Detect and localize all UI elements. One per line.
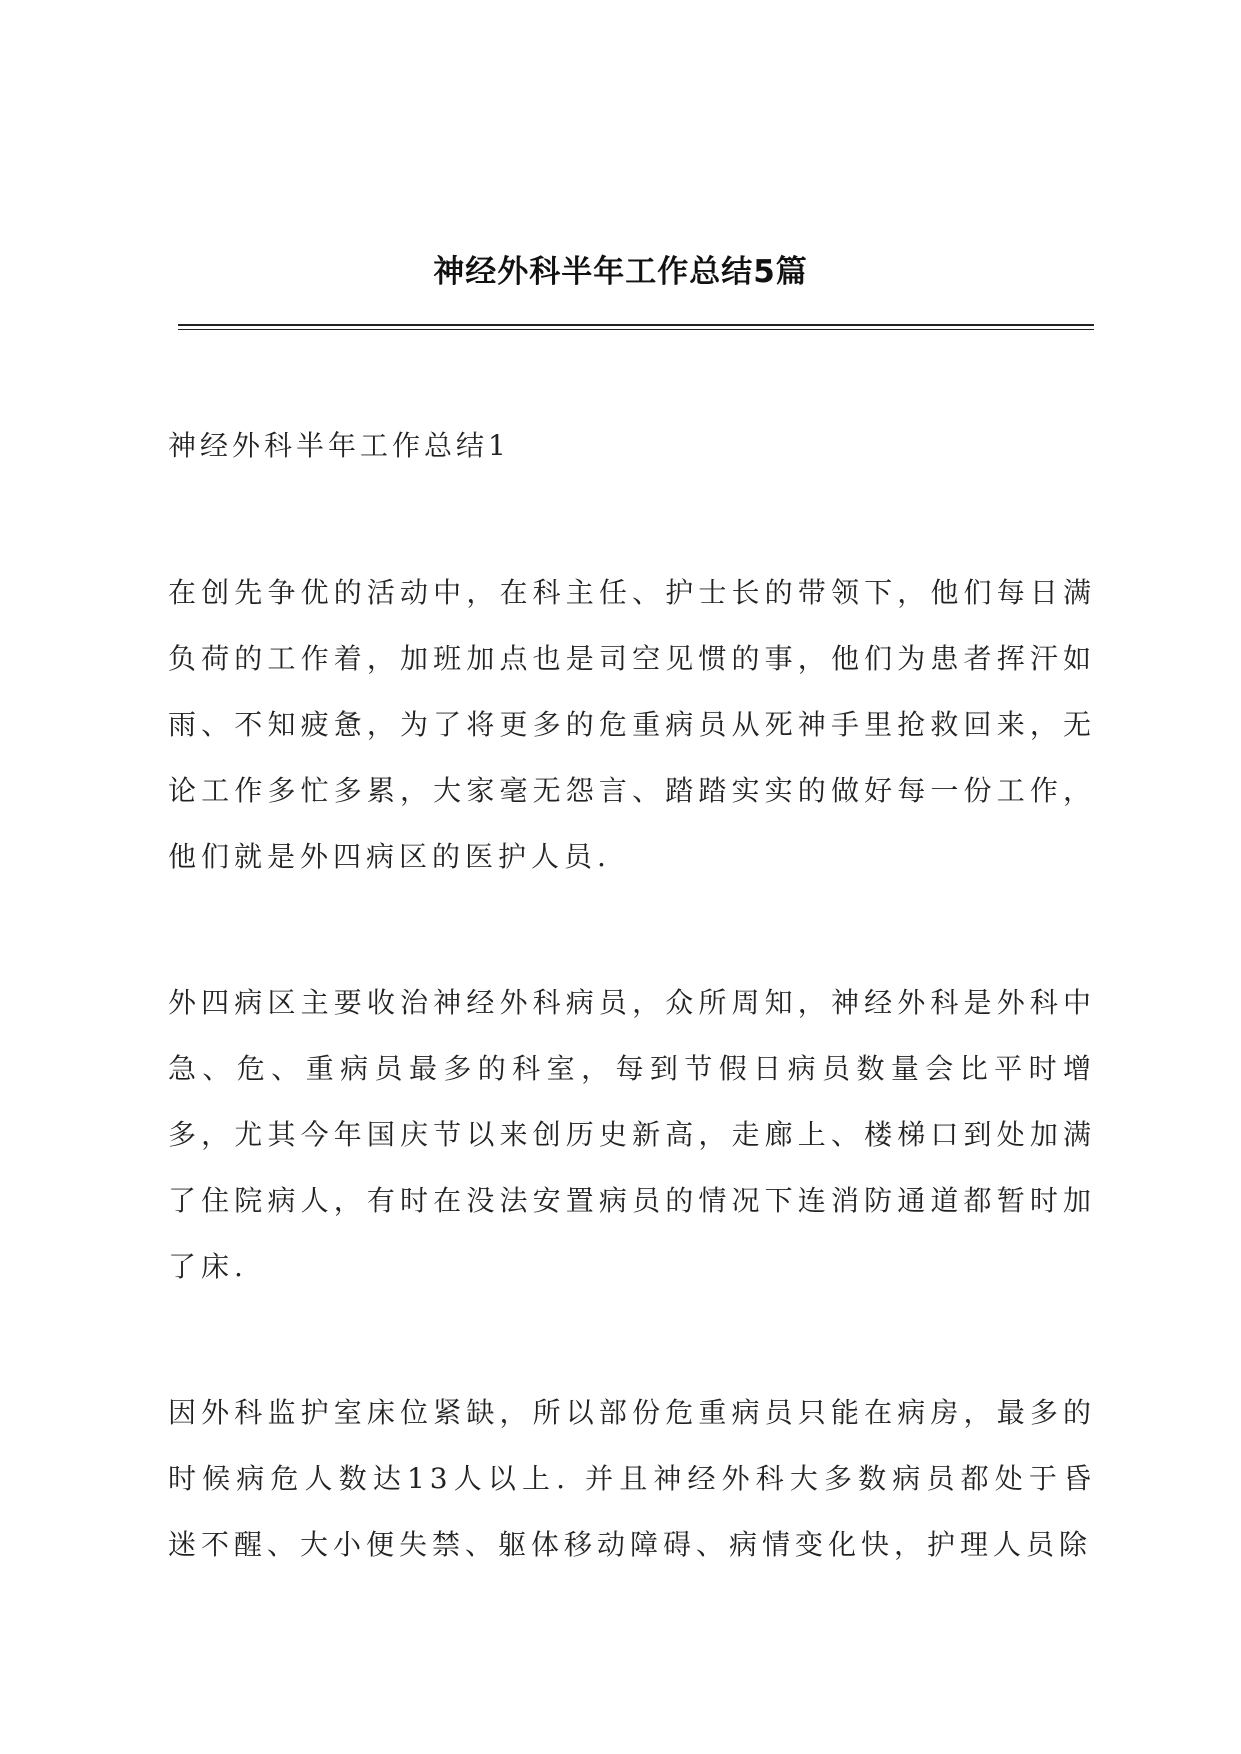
document-title: 神经外科半年工作总结5篇 (433, 254, 808, 290)
paragraph-2: 外四病区主要收治神经外科病员，众所周知，神经外科是外科中急、危、重病员最多的科室，每到节假日病员数量会比平时增多，尤其今年国庆节以来创历史新高，走廊上、楼梯口到处加满了住院病人，有时在没法安置病员的情况下连消防通道都暂时加了床. (168, 986, 1096, 1283)
title-divider (178, 324, 1094, 330)
paragraph-3: 因外科监护室床位紧缺，所以部份危重病员只能在病房，最多的时候病危人数达13人以上. 并且神经外科大多数病员都处于昏迷不醒、大小便失禁、躯体移动障碍、病情变化快，护理人员除 (168, 1396, 1096, 1561)
paragraph-1: 在创先争优的活动中，在科主任、护士长的带领下，他们每日满负荷的工作着，加班加点也是司空见惯的事，他们为患者挥汗如雨、不知疲惫，为了将更多的危重病员从死神手里抢救回来，无论工作多忙多累，大家毫无怨言、踏踏实实的做好每一份工作，他们就是外四病区的医护人员. (168, 576, 1096, 873)
document-body (168, 420, 1096, 1578)
section-heading: 神经外科半年工作总结1 (168, 429, 510, 462)
